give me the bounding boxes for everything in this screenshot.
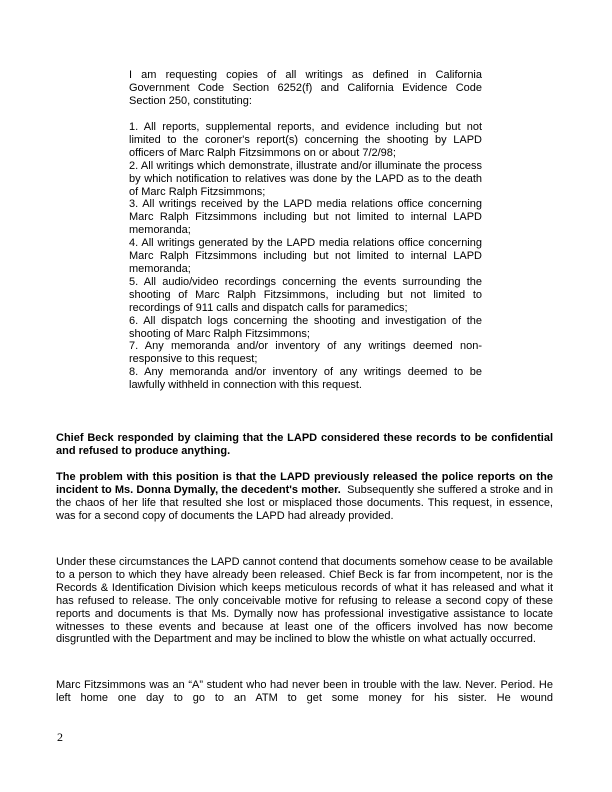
request-item-5: 5. All audio/video recordings concerning the events surrounding the shooting of Marc Ralph Fitzsimmons, including but not limited to recordings of 911 calls and dispatch calls for paramedics; — [129, 275, 482, 314]
problem-paragraph — [56, 471, 553, 523]
request-item-2: 2. All writings which demonstrate, illustrate and/or illuminate the process by which notification to relatives was done by the LAPD as to the death of Marc Ralph Fitzsimmons; — [129, 159, 482, 198]
problem-body-text: Subsequently she suffered a stroke and in the chaos of her life that resulted she lost or misplaced those documents. This request, in essence, was for a second copy of documents the LAPD had already provided. — [56, 483, 553, 522]
beck-response-text: Chief Beck responded by claiming that the LAPD considered these records to be confidential and refused to produce anything. — [56, 432, 553, 457]
request-item-6: 6. All dispatch logs concerning the shooting and investigation of the shooting of Marc Ralph Fitzsimmons; — [129, 314, 482, 340]
request-item-3: 3. All writings received by the LAPD media relations office concerning Marc Ralph Fitzsimmons including but not limited to internal LAPD memoranda; — [129, 198, 482, 237]
circumstances-paragraph: Under these circumstances the LAPD cannot contend that documents somehow cease to be available to a person to which they have already been released. Chief Beck is far from incompetent, nor is the Records & Identification Division which keeps meticulous records of what it has released and what it has refused to release. The only conceivable motive for refusing to release a second copy of these reports and documents is that Ms. Dymally now has professional investigative assistance to locate witnesses to these events and because at least one of the officers involved has now become disgruntled with the Department and may be inclined to blow the whistle on what actually occurred. — [56, 556, 553, 646]
page-number: 2 — [57, 730, 63, 744]
request-item-4: 4. All writings generated by the LAPD media relations office concerning Marc Ralph Fitzsimmons including but not limited to internal LAPD memoranda; — [129, 237, 482, 275]
request-item-1: 1. All reports, supplemental reports, and evidence including but not limited to the coroner's report(s) concerning the shooting by LAPD officers of Marc Ralph Fitzsimmons on or about 7/2/98; — [129, 121, 482, 159]
request-item-8: 8. Any memoranda and/or inventory of any writings deemed to be lawfully withheld in connection with this request. — [129, 366, 482, 392]
marc-fitzsimmons-paragraph: Marc Fitzsimmons was an “A” student who had never been in trouble with the law. Never. Period. He left home one day to go to an ATM to get some money for his sister. He wound — [56, 679, 553, 704]
beck-response-paragraph — [56, 432, 553, 458]
request-item-7: 7. Any memoranda and/or inventory of any writings deemed non-responsive to this request; — [129, 340, 482, 366]
problem-bold-text: The problem with this position is that the LAPD previously released the police reports on the incident to Ms. Donna Dymally, the decedent's mother. — [56, 471, 553, 496]
records-request-intro: I am requesting copies of all writings as defined in California Government Code Section 6252(f) and California Evidence Code Section 250, constituting: — [129, 69, 482, 107]
records-request-list — [129, 121, 482, 392]
